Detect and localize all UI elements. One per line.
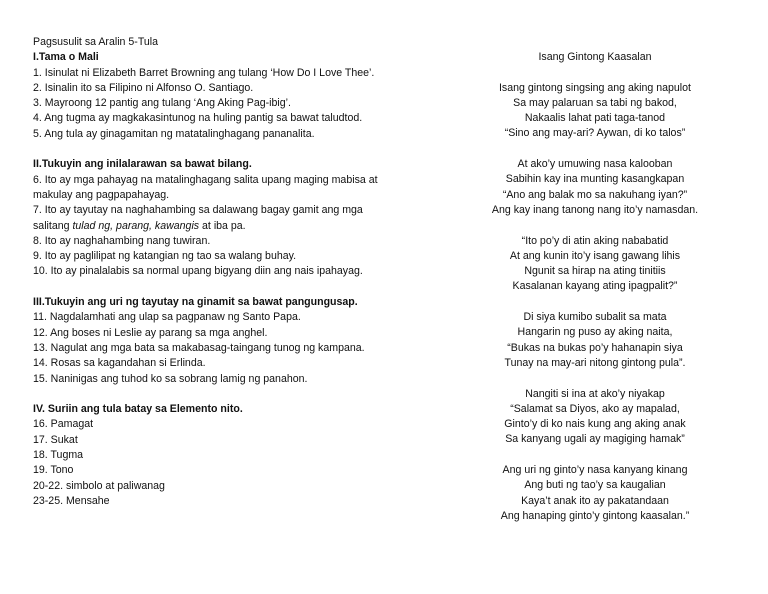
poem-line: “Ito po’y di atin aking nababatid <box>521 234 669 247</box>
quiz-item-19: 19. Tono <box>33 464 74 477</box>
spacer <box>33 142 378 157</box>
quiz-item-7-end: at iba pa. <box>199 219 246 232</box>
quiz-item-15: 15. Naninigas ang tuhod ko sa sobrang lamig ng panahon. <box>33 372 308 385</box>
poem-line: Ang buti ng tao’y sa kaugalian <box>524 479 666 492</box>
poem-line: Ang uri ng ginto’y nasa kanyang kinang <box>502 464 688 477</box>
poem-line: Nangiti si ina at ako’y niyakap <box>525 387 665 400</box>
quiz-item-20-22: 20-22. simbolo at paliwanag <box>33 479 165 492</box>
poem-line: Hangarin ng puso ay aking naita, <box>517 326 673 339</box>
poem-stanza-5 <box>445 387 745 448</box>
spacer <box>445 448 745 463</box>
poem-line: “Ano ang balak mo sa nakuhang iyan?” <box>502 188 688 201</box>
quiz-item-5: 5. Ang tula ay ginagamitan ng matatalinghagang pananalita. <box>33 127 315 140</box>
spacer <box>445 218 745 233</box>
quiz-item-4: 4. Ang tugma ay magkakasintunog na huling pantig sa bawat taludtod. <box>33 112 363 125</box>
poem-line: Nakaalis lahat pati taga-tanod <box>524 112 666 125</box>
poem-line: “Salamat sa Diyos, ako ay mapalad, <box>510 402 680 415</box>
poem-line: At ako’y umuwing nasa kalooban <box>517 158 673 171</box>
quiz-item-23-25: 23-25. Mensahe <box>33 494 110 507</box>
quiz-item-14: 14. Rosas sa kagandahan si Erlinda. <box>33 357 206 370</box>
poem-line: Sa may palaruan sa tabi ng bakod, <box>513 96 677 109</box>
quiz-item-8: 8. Ito ay naghahambing nang tuwiran. <box>33 234 211 247</box>
poem-line: At ang kunin ito’y isang gawang lihis <box>509 249 681 262</box>
section-1-title: I.Tama o Mali <box>33 51 99 64</box>
poem-line: Kaya’t anak ito ay pakatandaan <box>521 494 669 507</box>
poem-stanza-6 <box>445 463 745 524</box>
poem-line: “Bukas na bukas po’y hahanapin siya <box>507 341 683 354</box>
quiz-item-7 <box>33 203 378 234</box>
quiz-item-1: 1. Isinulat ni Elizabeth Barret Browning ang tulang ‘How Do I Love Thee’. <box>33 66 375 79</box>
quiz-heading: Pagsusulit sa Aralin 5-Tula <box>33 36 159 48</box>
poem-line: Ginto’y di ko nais kung ang aking anak <box>504 418 686 431</box>
spacer <box>33 280 378 295</box>
poem-stanza-1 <box>445 81 745 142</box>
quiz-item-18: 18. Tugma <box>33 449 84 462</box>
quiz-item-6: 6. Ito ay mga pahayag na matalinghagang salita upang maging mabisa at makulay ang pagpapahayag. <box>33 173 378 201</box>
quiz-item-13: 13. Nagulat ang mga bata sa makabasag-taingang tunog ng kampana. <box>33 341 365 354</box>
poem-title: Isang Gintong Kaasalan <box>538 51 652 63</box>
quiz-item-9: 9. Ito ay paglilipat ng katangian ng tao sa walang buhay. <box>33 250 297 263</box>
quiz-item-12: 12. Ang boses ni Leslie ay parang sa mga anghel. <box>33 326 268 339</box>
quiz-item-11: 11. Nagdalamhati ang ulap sa pagpanaw ng Santo Papa. <box>33 311 301 324</box>
poem-column <box>445 50 745 524</box>
spacer <box>445 65 745 80</box>
quiz-item-2: 2. Isinalin ito sa Filipino ni Alfonso O. Santiago. <box>33 81 254 94</box>
poem-stanza-4 <box>445 310 745 371</box>
quiz-item-10: 10. Ito ay pinalalabis sa normal upang bigyang diin ang nais ipahayag. <box>33 265 363 278</box>
poem-line: Ang hanaping ginto’y gintong kaasalan.” <box>500 509 690 522</box>
poem-line: Ngunit sa hirap na ating tinitiis <box>524 265 666 278</box>
quiz-item-16: 16. Pamagat <box>33 418 94 431</box>
poem-line: Sabihin kay ina munting kasangkapan <box>505 173 685 186</box>
section-3-title: III.Tukuyin ang uri ng tayutay na ginamit sa bawat pangungusap. <box>33 296 358 309</box>
quiz-item-3: 3. Mayroong 12 pantig ang tulang ‘Ang Aking Pag-ibig’. <box>33 97 291 110</box>
poem-line: Tunay na may-ari nitong gintong pula”. <box>504 356 686 369</box>
quiz-item-7-italic: tulad ng, parang, kawangis <box>72 219 200 232</box>
section-4-title: IV. Suriin ang tula batay sa Elemento nito. <box>33 403 243 416</box>
poem-line: Isang gintong singsing ang aking napulot <box>498 81 691 94</box>
poem-line: Ang kay inang tanong nang ito’y namasdan. <box>491 203 699 216</box>
spacer <box>445 371 745 386</box>
spacer <box>445 295 745 310</box>
quiz-item-7-text: 7. Ito ay tayutay na naghahambing sa dalawang bagay gamit ang mga salitang <box>33 204 363 232</box>
poem-line: Di siya kumibo subalit sa mata <box>523 311 667 324</box>
quiz-item-17: 17. Sukat <box>33 433 78 446</box>
spacer <box>445 142 745 157</box>
poem-line: Kasalanan kayang ating ipagpalit?” <box>512 280 678 293</box>
section-2-title: II.Tukuyin ang inilalarawan sa bawat bilang. <box>33 158 252 171</box>
poem-line: Sa kanyang ugali ay magiging hamak” <box>505 433 685 446</box>
poem-stanza-2 <box>445 157 745 218</box>
quiz-column <box>33 35 378 509</box>
spacer <box>33 387 378 402</box>
poem-stanza-3 <box>445 234 745 295</box>
poem-line: “Sino ang may-ari? Aywan, di ko talos” <box>504 127 686 140</box>
